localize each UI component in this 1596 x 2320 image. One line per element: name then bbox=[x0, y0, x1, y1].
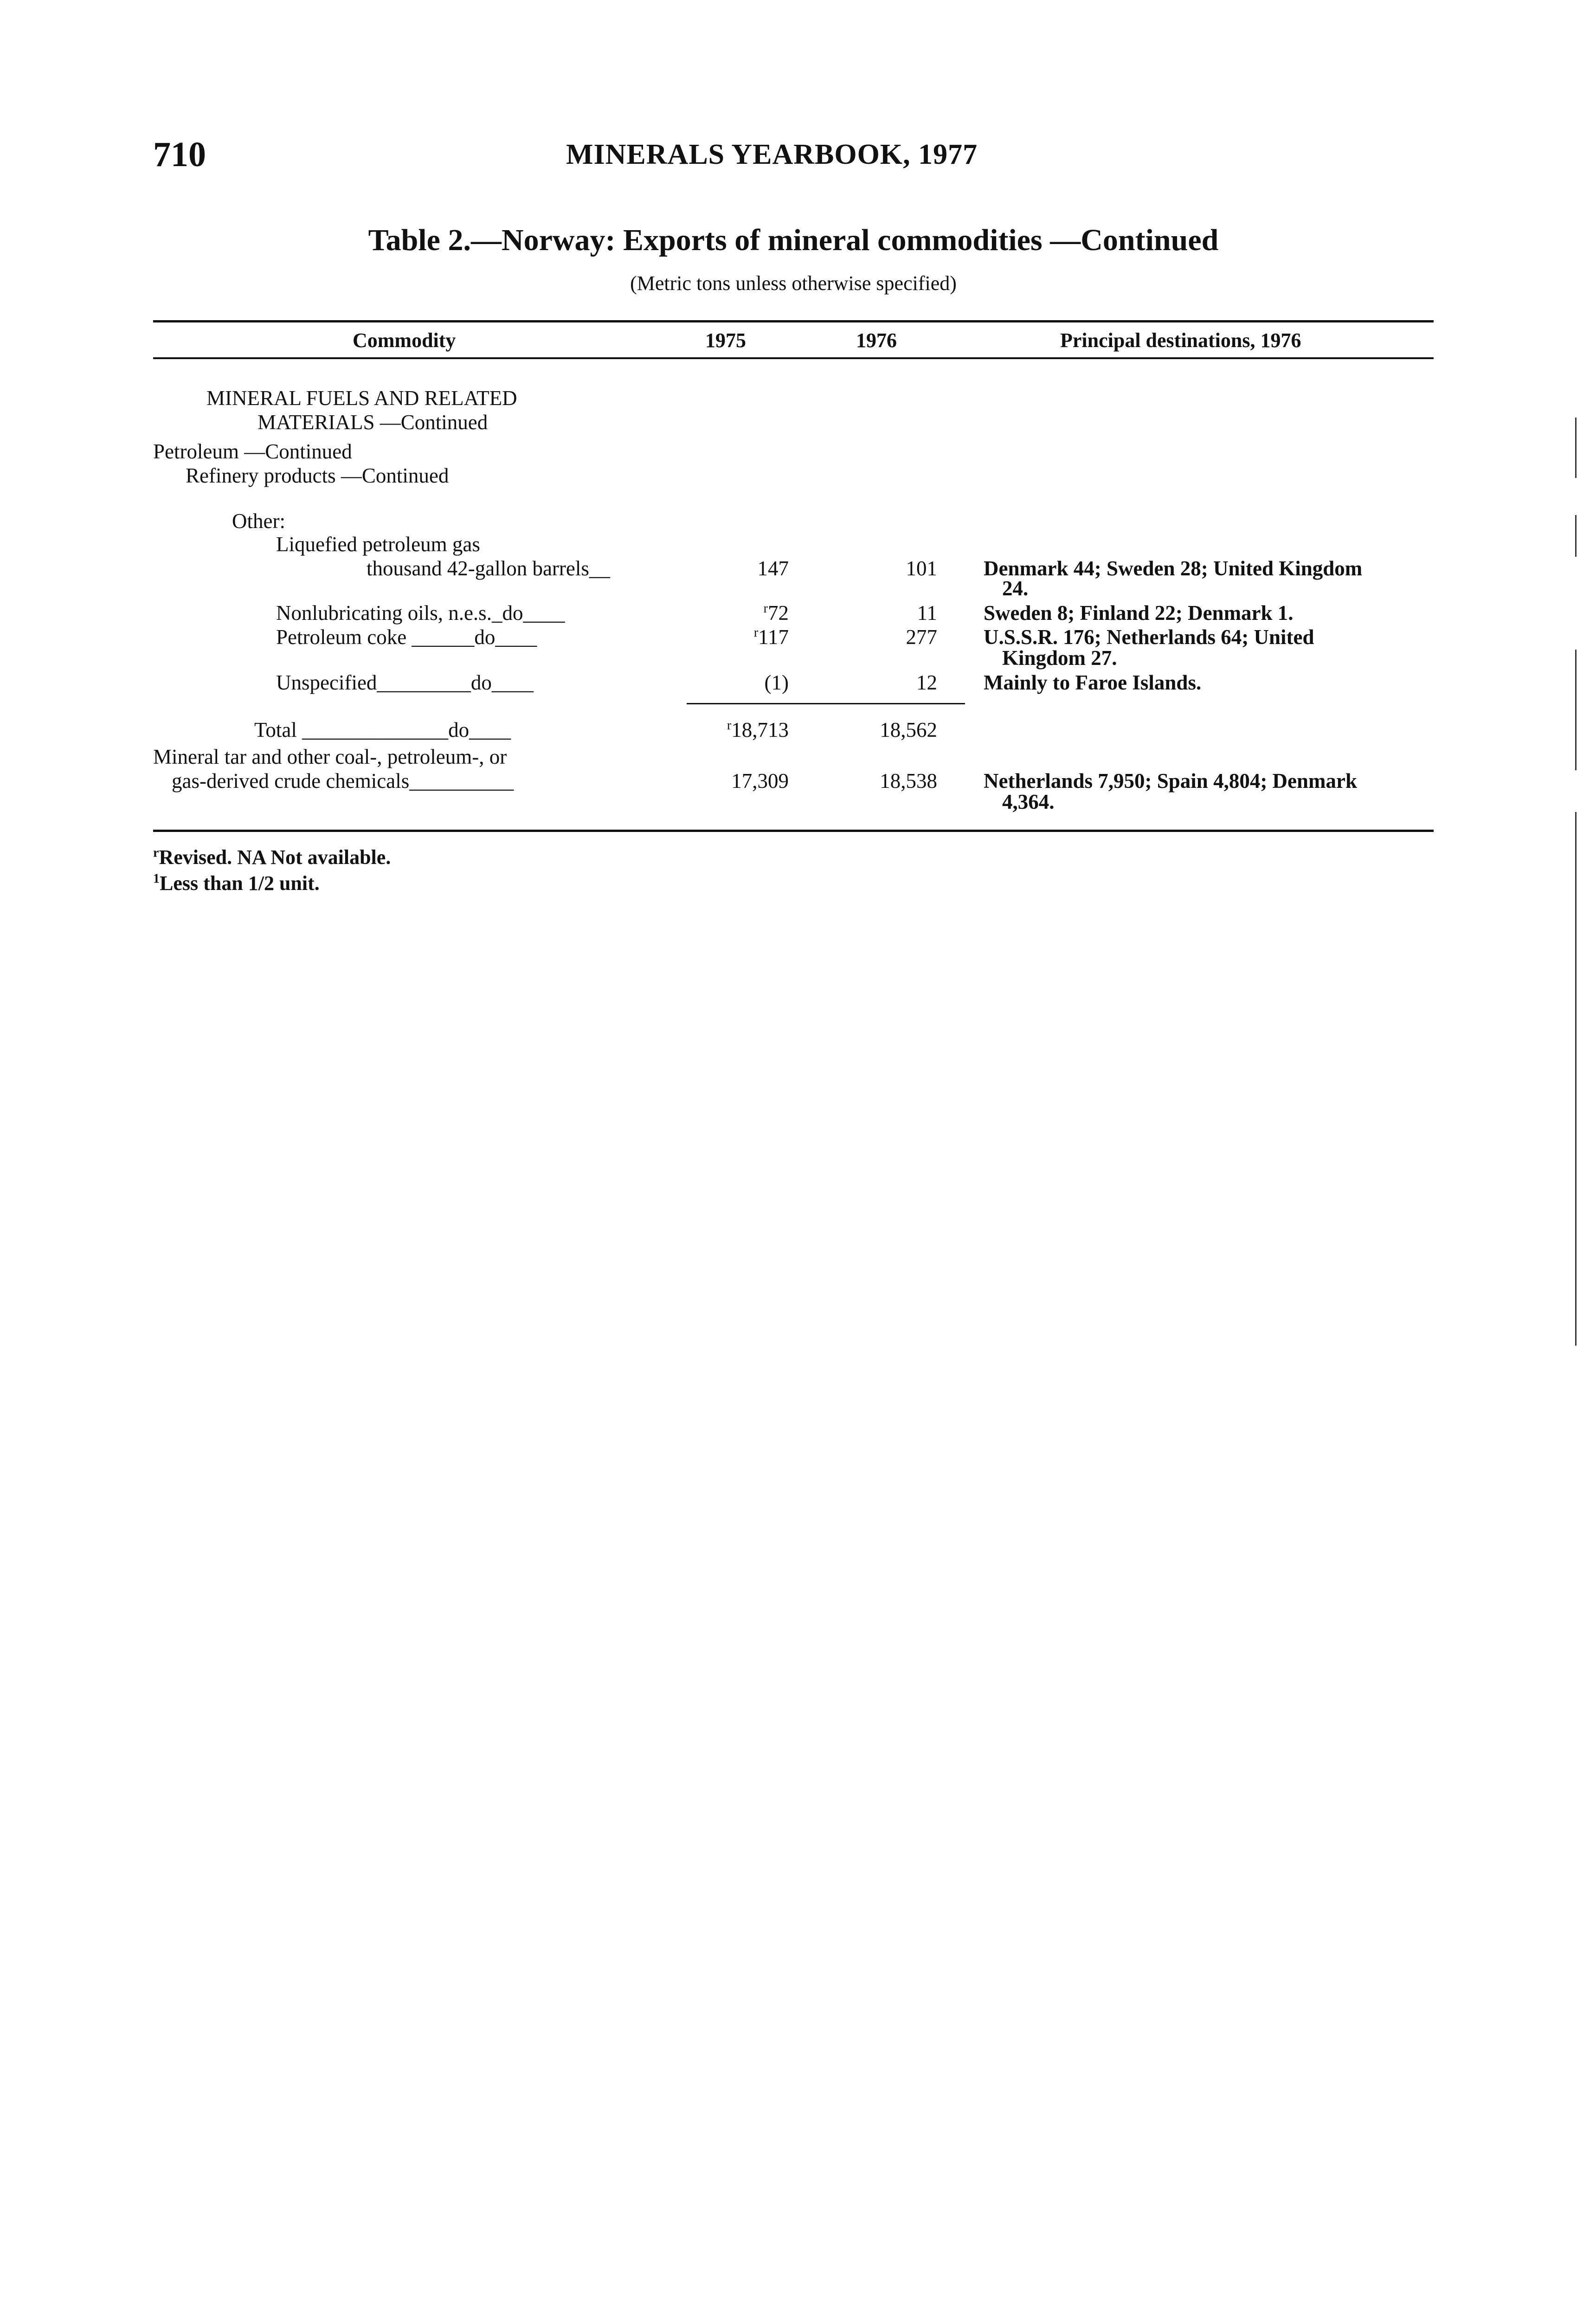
running-title: MINERALS YEARBOOK, 1977 bbox=[566, 139, 978, 170]
row-label-total: Total ______________do____ bbox=[254, 718, 511, 741]
destination-cont: 24. bbox=[1002, 577, 1029, 600]
row-label: Petroleum coke ______do____ bbox=[276, 625, 537, 649]
revised-mark: r bbox=[763, 601, 768, 616]
value-1976: 101 bbox=[906, 557, 937, 580]
scan-edge-mark bbox=[1575, 418, 1577, 478]
scan-edge-mark bbox=[1575, 515, 1577, 557]
footnote-revised: $^r$Revised. NA Not available. bbox=[153, 845, 391, 869]
value-1976: 18,562 bbox=[880, 718, 937, 741]
value-1976: 277 bbox=[906, 625, 937, 649]
row-label-cont: thousand 42-gallon barrels__ bbox=[367, 557, 610, 580]
page-header bbox=[153, 135, 1434, 186]
revised-mark: r bbox=[727, 718, 732, 733]
subsection-petroleum: Petroleum —Continued bbox=[153, 440, 352, 463]
page-number: 710 bbox=[153, 135, 206, 174]
value-1976: 12 bbox=[916, 671, 937, 694]
footnote-less-than: $^1$Less than 1/2 unit. bbox=[153, 871, 320, 895]
table-bottom-rule bbox=[153, 830, 1434, 832]
subsection-other: Other: bbox=[232, 509, 285, 533]
footnotes bbox=[153, 844, 710, 896]
value-1976: 11 bbox=[917, 601, 937, 625]
scan-edge-mark bbox=[1575, 812, 1577, 1346]
destination-cont: 4,364. bbox=[1002, 790, 1055, 813]
column-header-destinations: Principal destinations, 1976 bbox=[1060, 329, 1301, 352]
table-subtitle: (Metric tons unless otherwise specified) bbox=[630, 272, 957, 295]
table-title: Table 2.—Norway: Exports of mineral commodities —Continued bbox=[368, 223, 1219, 257]
value-1975: $^r$117 bbox=[753, 625, 789, 649]
column-header-commodity: Commodity bbox=[353, 329, 456, 352]
total-rule bbox=[687, 703, 965, 704]
section-heading-line2: MATERIALS —Continued bbox=[257, 411, 488, 434]
destination-cont: Kingdom 27. bbox=[1002, 646, 1117, 670]
value-1976: 18,538 bbox=[880, 769, 937, 793]
row-label: Mineral tar and other coal-, petroleum-, or bbox=[153, 745, 507, 768]
value-1975: (1) bbox=[764, 671, 789, 694]
subsection-refinery: Refinery products —Continued bbox=[186, 464, 449, 487]
value-1975: 17,309 bbox=[731, 769, 789, 793]
value-1975: $^r$18,713 bbox=[727, 718, 789, 741]
row-label-cont: gas-derived crude chemicals__________ bbox=[172, 769, 514, 793]
destination: U.S.S.R. 176; Netherlands 64; United bbox=[984, 625, 1314, 649]
column-header-1975: 1975 bbox=[705, 329, 746, 352]
destination: Denmark 44; Sweden 28; United Kingdom bbox=[984, 557, 1363, 580]
destination: Mainly to Faroe Islands. bbox=[984, 671, 1202, 694]
value-1975: $^r$72 bbox=[763, 601, 789, 625]
table-top-rule bbox=[153, 320, 1434, 322]
row-label: Liquefied petroleum gas bbox=[276, 533, 480, 556]
section-heading-line1: MINERAL FUELS AND RELATED bbox=[206, 387, 517, 410]
column-header-1976: 1976 bbox=[856, 329, 897, 352]
row-label: Nonlubricating oils, n.e.s._do____ bbox=[276, 601, 565, 625]
destination: Netherlands 7,950; Spain 4,804; Denmark bbox=[984, 769, 1358, 793]
revised-mark: r bbox=[753, 625, 759, 640]
table-header-rule bbox=[153, 357, 1434, 359]
scan-edge-mark bbox=[1575, 650, 1577, 770]
value-1975: 147 bbox=[757, 557, 789, 580]
destination: Sweden 8; Finland 22; Denmark 1. bbox=[984, 601, 1294, 625]
row-label: Unspecified_________do____ bbox=[276, 671, 534, 694]
